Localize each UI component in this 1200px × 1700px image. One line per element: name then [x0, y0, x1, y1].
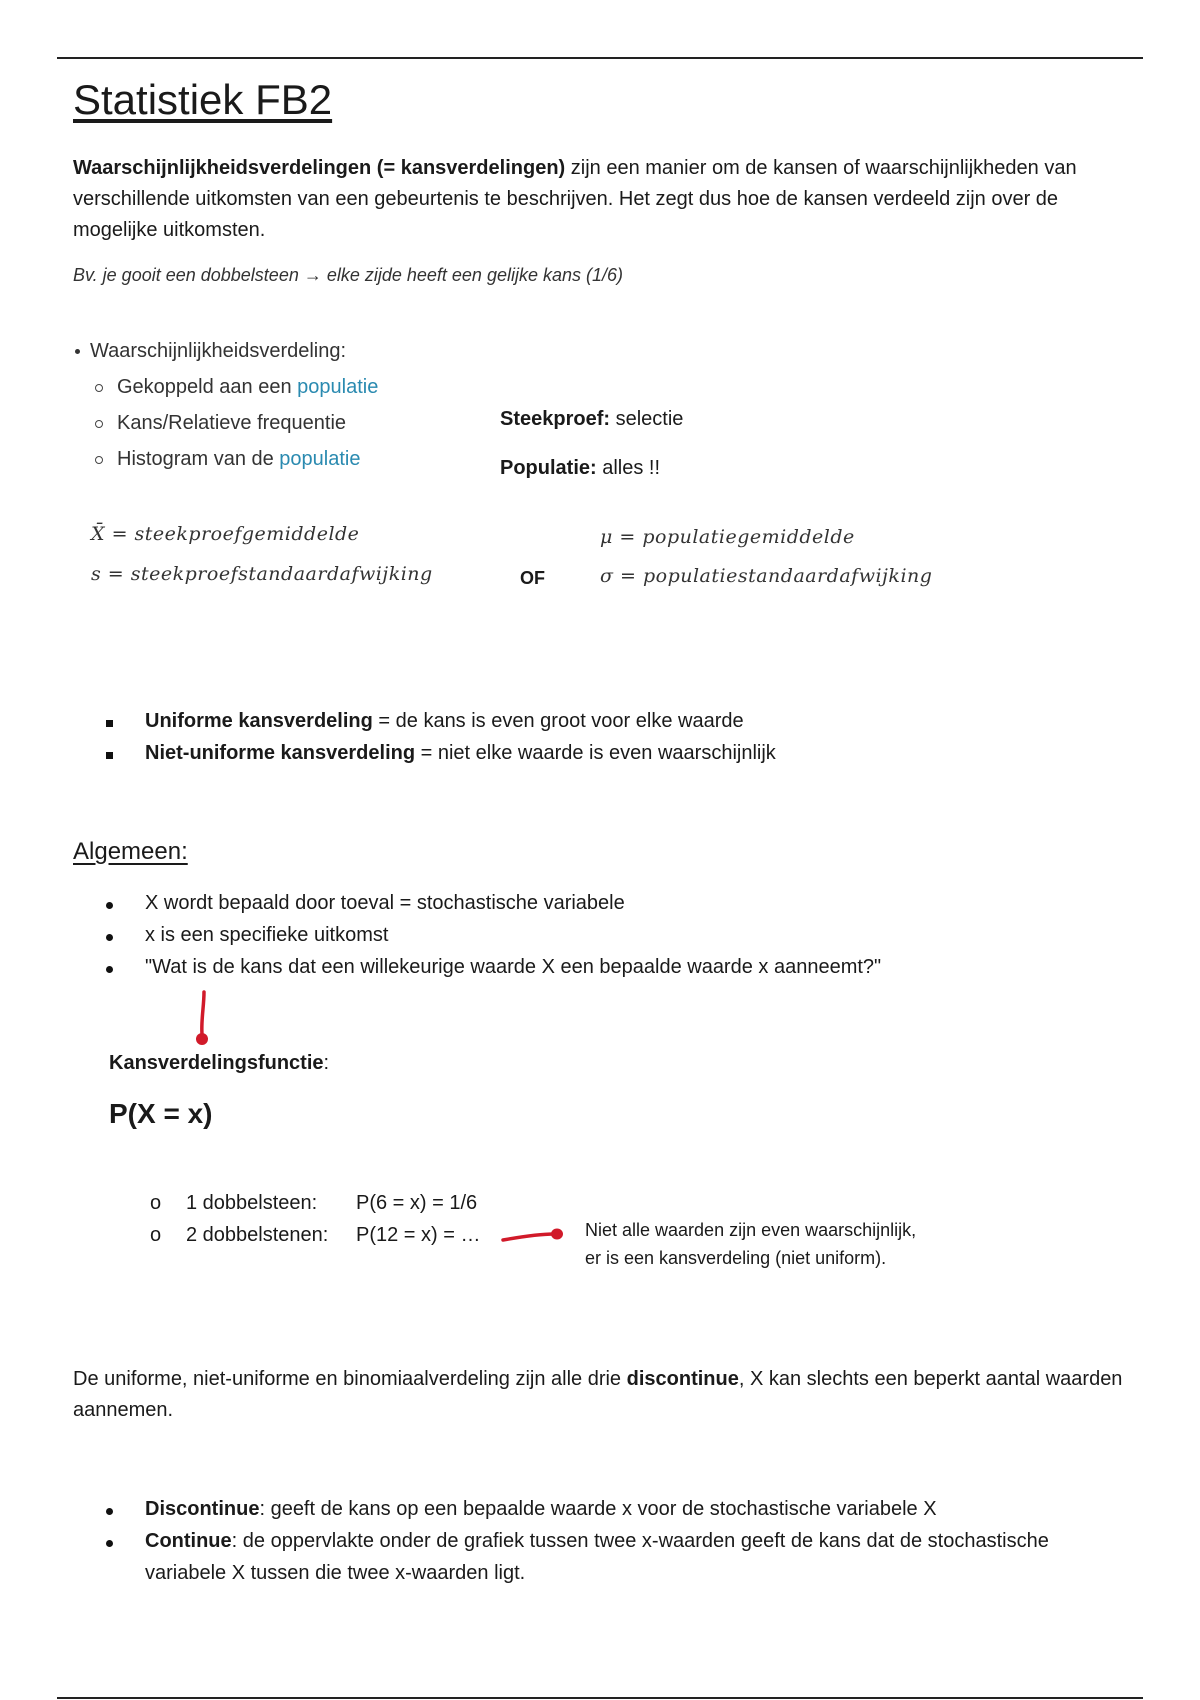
formula-pop-sd: σ = populatiestandaardafwijking	[600, 565, 933, 587]
slide-heading-text: Waarschijnlijkheidsverdeling:	[90, 340, 347, 362]
slide-item-highlight: populatie	[297, 376, 379, 398]
paragraph-text: De uniforme, niet-uniforme en binomiaalverdeling zijn alle drie	[73, 1368, 627, 1390]
definition-label: Populatie:	[500, 457, 597, 479]
list-item	[73, 919, 1133, 951]
function-label-bold: Kansverdelingsfunctie	[109, 1052, 324, 1074]
list-item-text: = niet elke waarde is even waarschijnlijk	[415, 742, 776, 764]
list-item-bold: Discontinue	[145, 1498, 260, 1520]
slide-item	[95, 448, 378, 471]
list-item-bold: Niet-uniforme kansverdeling	[145, 742, 416, 764]
bullet-dot-icon	[106, 1540, 113, 1547]
function-formula: P(X = x)	[109, 1098, 213, 1129]
o-bullet-icon: o	[150, 1192, 162, 1214]
slide-item	[95, 376, 378, 399]
bullet-dot-icon	[75, 349, 80, 354]
list-item	[150, 1187, 481, 1219]
general-list	[73, 887, 1133, 983]
list-item-text: : geeft de kans op een bepaalde waarde x voor de stochastische variabele X	[259, 1498, 937, 1520]
slide-item-text: Gekoppeld aan een	[117, 376, 298, 398]
list-item-text: X wordt bepaald door toeval = stochastische variabele	[145, 892, 625, 914]
list-item-text: x is een specifieke uitkomst	[145, 924, 389, 946]
bottom-rule	[57, 1697, 1143, 1699]
hollow-bullet-icon	[95, 384, 103, 392]
hollow-bullet-icon	[95, 456, 103, 464]
list-item-text: "Wat is de kans dat een willekeurige waarde X een bepaalde waarde x aanneemt?"	[145, 956, 882, 978]
function-label	[109, 1052, 329, 1075]
formula-pop-mean: μ = populatiegemiddelde	[600, 526, 855, 548]
dice-note-line: Niet alle waarden zijn even waarschijnlijk,	[585, 1220, 917, 1240]
paragraph-bold: discontinue	[626, 1368, 739, 1390]
formula-sample-sd: s = steekproefstandaardafwijking	[91, 563, 433, 585]
function-label-colon: :	[323, 1052, 330, 1074]
square-bullet-icon	[106, 752, 113, 759]
slide-item	[95, 412, 378, 435]
section-heading: Algemeen:	[73, 838, 188, 865]
bullet-dot-icon	[106, 966, 113, 973]
definition-label: Steekproef:	[500, 408, 611, 430]
list-item-text: = de kans is even groot voor elke waarde	[372, 710, 744, 732]
list-item	[73, 1493, 1073, 1525]
slide-item-text: Kans/Relatieve frequentie	[117, 412, 347, 434]
red-right-arrow-icon	[500, 1222, 568, 1248]
definition-value: selectie	[610, 408, 684, 430]
dice-label: 1 dobbelsteen:	[186, 1192, 318, 1214]
definition-populatie	[500, 457, 660, 480]
bullet-dot-icon	[106, 1508, 113, 1515]
bullet-dot-icon	[106, 902, 113, 909]
slide-excerpt	[75, 340, 378, 471]
dice-examples-list	[150, 1187, 481, 1251]
dice-value: P(6 = x) = 1/6	[356, 1192, 478, 1214]
or-label: OF	[520, 568, 545, 588]
discrete-paragraph	[73, 1364, 1133, 1426]
slide-item-highlight: populatie	[279, 448, 361, 470]
dice-note-line: er is een kansverdeling (niet uniform).	[585, 1248, 887, 1268]
intro-bold: Waarschijnlijkheidsverdelingen (= kansverdelingen)	[73, 157, 566, 179]
example-line: Bv. je gooit een dobbelsteen → elke zijde heeft een gelijke kans (1/6)	[73, 265, 624, 285]
slide-item-text: Histogram van de	[117, 448, 280, 470]
bullet-dot-icon	[106, 934, 113, 941]
list-item	[73, 1525, 1073, 1589]
list-item	[73, 705, 1133, 737]
list-item-text: : de oppervlakte onder de grafiek tussen twee x-waarden geeft de kans dat de stochastische variabele X tussen die twee x-waarden ligt.	[145, 1530, 1049, 1584]
slide-heading	[75, 340, 378, 363]
top-rule	[57, 57, 1143, 59]
page-title: Statistiek FB2	[73, 76, 333, 123]
list-item	[73, 951, 1133, 983]
intro-paragraph	[73, 153, 1143, 246]
distribution-types-list	[73, 705, 1133, 769]
intro-text: zijn een manier om de kansen of waarschijnlijkheden van verschillende uitkomsten van een gebeurtenis te beschrijven. Het zegt dus hoe de kansen verdeeld zijn over de mogelijke uitkomsten.	[73, 157, 1077, 241]
list-item-bold: Uniforme kansverdeling	[145, 710, 373, 732]
list-item	[150, 1219, 481, 1251]
dice-label: 2 dobbelstenen:	[186, 1224, 329, 1246]
square-bullet-icon	[106, 720, 113, 727]
definition-steekproef	[500, 408, 683, 431]
continuity-list	[73, 1493, 1073, 1589]
formula-sample-mean: X̄ = steekproefgemiddelde	[91, 523, 360, 545]
dice-value: P(12 = x) = …	[356, 1224, 481, 1246]
red-down-arrow-icon	[188, 990, 218, 1052]
list-item	[73, 737, 1133, 769]
list-item-bold: Continue	[145, 1530, 232, 1552]
paragraph-text: , X kan slechts een beperkt aantal waarden aannemen.	[73, 1368, 1123, 1421]
list-item	[73, 887, 1133, 919]
o-bullet-icon: o	[150, 1224, 162, 1246]
dice-note	[585, 1216, 916, 1272]
definition-value: alles !!	[596, 457, 661, 479]
hollow-bullet-icon	[95, 420, 103, 428]
